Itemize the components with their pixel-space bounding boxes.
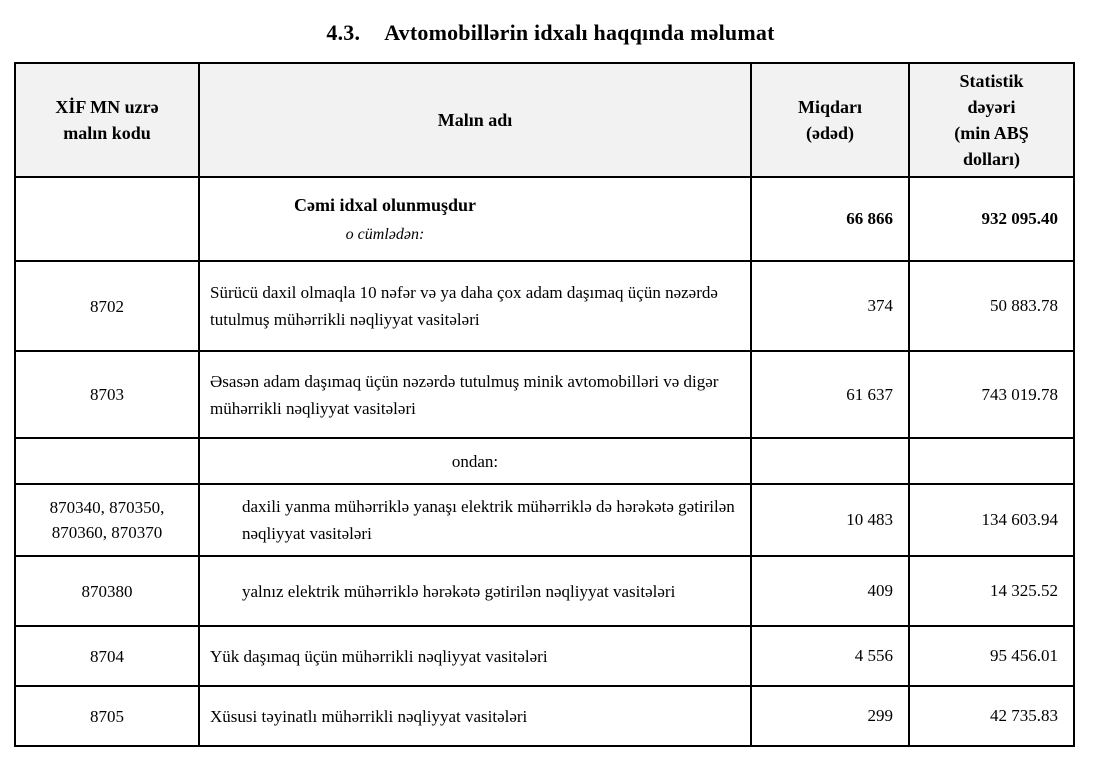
header-cell-qty <box>751 63 909 177</box>
cell-value: 95 456.01 <box>909 626 1074 686</box>
table-row <box>15 626 1074 686</box>
header-cell-value <box>909 63 1074 177</box>
cell-name: yalnız elektrik mühərriklə hərəkətə gətirilən nəqliyyat vasitələri <box>199 556 751 626</box>
total-sublabel: o cümlədən: <box>345 225 425 243</box>
page-title <box>0 20 1101 46</box>
cell-qty: 299 <box>751 686 909 746</box>
cell-qty: 374 <box>751 261 909 351</box>
header-value-line4: dolları) <box>963 149 1020 170</box>
header-qty-line1: Miqdarı <box>797 97 862 118</box>
total-label: Cəmi idxal olunmuşdur <box>293 195 477 216</box>
cell-value: 50 883.78 <box>909 261 1074 351</box>
cell-value: 932 095.40 <box>909 177 1074 261</box>
cell-value: 134 603.94 <box>909 484 1074 556</box>
cell-qty <box>751 438 909 484</box>
cell-name: Yük daşımaq üçün mühərrikli nəqliyyat vasitələri <box>199 626 751 686</box>
cell-name: Əsasən adam daşımaq üçün nəzərdə tutulmuş minik avtomobilləri və digər mühərrikli nəqliyyat vasitələri <box>199 351 751 438</box>
table-row <box>15 351 1074 438</box>
table-row <box>15 438 1074 484</box>
table-row <box>15 261 1074 351</box>
cell-name <box>199 177 751 261</box>
header-value-line3: (min ABŞ <box>954 123 1029 144</box>
header-cell-name: Malın adı <box>199 63 751 177</box>
table-header-row <box>15 63 1074 177</box>
header-code-line1: XİF MN uzrə <box>55 97 159 118</box>
cell-value: 42 735.83 <box>909 686 1074 746</box>
cell-code <box>15 177 199 261</box>
table-row <box>15 484 1074 556</box>
header-value-line1: Statistik <box>959 71 1024 91</box>
import-table <box>14 62 1075 747</box>
table-row <box>15 556 1074 626</box>
section-number: 4.3. <box>326 20 361 45</box>
page-title-text: Avtomobillərin idxalı haqqında məlumat <box>384 20 775 45</box>
header-code-line2: malın kodu <box>63 123 151 144</box>
table-row <box>15 686 1074 746</box>
cell-code: 8703 <box>15 351 199 438</box>
cell-name: Sürücü daxil olmaqla 10 nəfər və ya daha çox adam daşımaq üçün nəzərdə tutulmuş mühərrikli nəqliyyat vasitələri <box>199 261 751 351</box>
cell-code: 8704 <box>15 626 199 686</box>
cell-qty: 4 556 <box>751 626 909 686</box>
cell-qty: 66 866 <box>751 177 909 261</box>
cell-value <box>909 438 1074 484</box>
header-qty-line2: (ədəd) <box>806 123 854 144</box>
cell-code <box>15 438 199 484</box>
cell-code: 870340, 870350, 870360, 870370 <box>15 484 199 556</box>
cell-name: ondan: <box>199 438 751 484</box>
cell-value: 743 019.78 <box>909 351 1074 438</box>
header-cell-code <box>15 63 199 177</box>
cell-name: daxili yanma mühərriklə yanaşı elektrik mühərriklə də hərəkətə gətirilən nəqliyyat vasitələri <box>199 484 751 556</box>
cell-name: Xüsusi təyinatlı mühərrikli nəqliyyat vasitələri <box>199 686 751 746</box>
table-row <box>15 177 1074 261</box>
cell-qty: 409 <box>751 556 909 626</box>
cell-code: 8702 <box>15 261 199 351</box>
cell-qty: 10 483 <box>751 484 909 556</box>
cell-value: 14 325.52 <box>909 556 1074 626</box>
header-value-line2: dəyəri <box>967 97 1016 118</box>
cell-code: 870380 <box>15 556 199 626</box>
cell-code: 8705 <box>15 686 199 746</box>
cell-qty: 61 637 <box>751 351 909 438</box>
